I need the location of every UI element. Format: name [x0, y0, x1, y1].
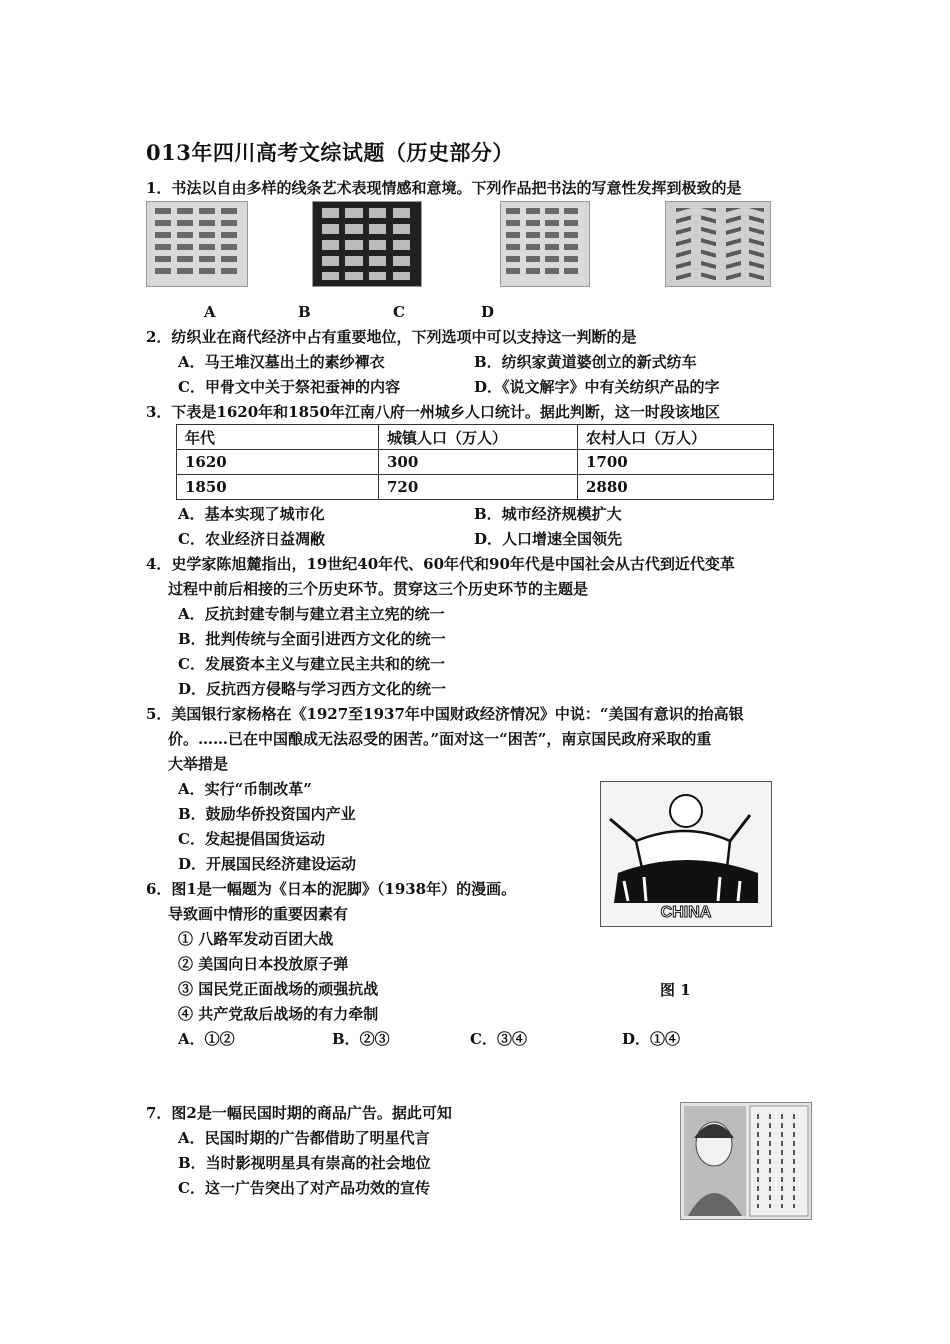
q2-option-b: B．纺织家黄道婆创立的新式纺车	[474, 353, 697, 371]
q1-label-d: D	[481, 303, 495, 321]
q6-item-2: ② 美国向日本投放原子弹	[178, 955, 349, 973]
table-header-urban: 城镇人口（万人）	[379, 425, 578, 450]
q6-option-b: B．②③	[332, 1030, 390, 1048]
q1-stem: 1．书法以自由多样的线条艺术表现情感和意境。下列作品把书法的写意性发挥到极致的是	[146, 179, 742, 197]
advertisement-figure-2	[680, 1102, 812, 1220]
q2-option-c: C．甲骨文中关于祭祀蚕神的内容	[178, 378, 400, 396]
calligraphy-image-a	[146, 201, 248, 287]
table-cell-urban: 300	[379, 450, 578, 475]
q5-option-b: B．鼓励华侨投资国内产业	[178, 805, 356, 823]
table-cell-rural: 2880	[578, 475, 774, 500]
q3-stem: 3．下表是1620年和1850年江南八府一州城乡人口统计。据此判断，这一时段该地区	[146, 403, 720, 421]
q7-option-b: B．当时影视明星具有崇高的社会地位	[178, 1154, 431, 1172]
q6-option-a: A．①②	[178, 1030, 235, 1048]
q2-stem: 2．纺织业在商代经济中占有重要地位，下列选项中可以支持这一判断的是	[146, 328, 637, 346]
q6-stem-line-2: 导致画中情形的重要因素有	[168, 905, 349, 923]
table-header-year: 年代	[177, 425, 379, 450]
calligraphy-image-c	[500, 201, 590, 287]
q7-option-c: C．这一广告突出了对产品功效的宣传	[178, 1179, 430, 1197]
figure-1-label: 图 1	[660, 981, 691, 999]
q4-stem-line-2: 过程中前后相接的三个历史环节。贯穿这三个历史环节的主题是	[168, 580, 589, 598]
q6-item-1: ① 八路军发动百团大战	[178, 930, 334, 948]
q7-option-a: A．民国时期的广告都借助了明星代言	[178, 1129, 430, 1147]
q4-option-a: A．反抗封建专制与建立君主立宪的统一	[178, 605, 445, 623]
q2-option-d: D．《说文解字》中有关纺织产品的字	[474, 378, 720, 396]
population-table	[176, 424, 774, 500]
table-cell-year: 1620	[177, 450, 379, 475]
table-cell-urban: 720	[379, 475, 578, 500]
q6-stem-line-1: 6．图1是一幅题为《日本的泥脚》（1938年）的漫画。	[146, 880, 517, 898]
table-cell-year: 1850	[177, 475, 379, 500]
q1-label-b: B	[298, 303, 311, 321]
q4-option-d: D．反抗西方侵略与学习西方文化的统一	[178, 680, 447, 698]
q3-option-d: D．人口增速全国领先	[474, 530, 623, 548]
q5-stem-line-2: 价。……已在中国酿成无法忍受的困苦。”面对这一“困苦”，南京国民政府采取的重	[168, 730, 712, 748]
q5-option-c: C．发起提倡国货运动	[178, 830, 325, 848]
q7-stem: 7．图2是一幅民国时期的商品广告。据此可知	[146, 1104, 452, 1122]
table-header-rural: 农村人口（万人）	[578, 425, 774, 450]
q6-option-c: C．③④	[470, 1030, 527, 1048]
q4-option-c: C．发展资本主义与建立民主共和的统一	[178, 655, 445, 673]
q3-option-a: A．基本实现了城市化	[178, 505, 325, 523]
q5-option-a: A．实行“币制改革”	[178, 780, 312, 798]
table-header-row	[177, 425, 774, 450]
q6-item-4: ④ 共产党敌后战场的有力牵制	[178, 1005, 379, 1023]
table-row	[177, 475, 774, 500]
q6-option-d: D．①④	[622, 1030, 681, 1048]
table-cell-rural: 1700	[578, 450, 774, 475]
q1-label-a: A	[204, 303, 216, 321]
q4-stem-line-1: 4．史学家陈旭麓指出，19世纪40年代、60年代和90年代是中国社会从古代到近代变革	[146, 555, 735, 573]
q1-label-c: C	[393, 303, 405, 321]
cartoon-figure-1	[600, 781, 772, 927]
q2-option-a: A．马王堆汉墓出土的素纱襌衣	[178, 353, 385, 371]
q4-option-b: B．批判传统与全面引进西方文化的统一	[178, 630, 446, 648]
q5-stem-line-3: 大举措是	[168, 755, 229, 773]
calligraphy-image-b	[312, 201, 422, 287]
q5-stem-line-1: 5．美国银行家杨格在《1927至1937年中国财政经济情况》中说：“美国有意识的抬高银	[146, 705, 744, 723]
q6-item-3: ③ 国民党正面战场的顽强抗战	[178, 980, 379, 998]
calligraphy-image-d	[665, 201, 771, 287]
page-title: 013年四川高考文综试题（历史部分）	[146, 140, 514, 165]
q5-option-d: D．开展国民经济建设运动	[178, 855, 357, 873]
q3-option-b: B．城市经济规模扩大	[474, 505, 622, 523]
cartoon-text: CHINA	[660, 904, 712, 921]
table-row	[177, 450, 774, 475]
q3-option-c: C．农业经济日益凋敝	[178, 530, 325, 548]
